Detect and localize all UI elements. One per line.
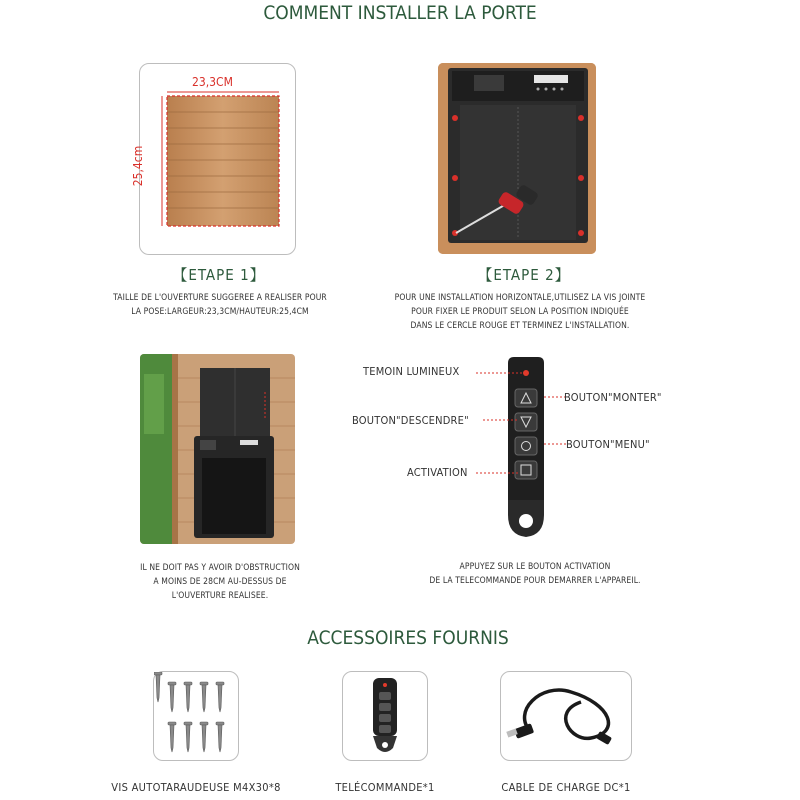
width-dimension-label: 23,3CM [192,75,233,89]
step3-caption-line: A MOINS DE 28CM AU-DESSUS DE [153,577,287,587]
remote-label-monter: BOUTON"MONTER" [564,391,662,404]
installed-door-illustration [140,354,295,544]
door-install-illustration [438,63,596,254]
accessory-label-remote: TELÉCOMMANDE*1 [335,781,435,794]
cable-frame [500,671,632,761]
step3-caption-line: IL NE DOIT PAS Y AVOIR D'OBSTRUCTION [140,563,300,573]
remote-caption-line: APPUYEZ SUR LE BOUTON ACTIVATION [459,562,611,572]
step1-caption-line: LA POSE:LARGEUR:23,3CM/HAUTEUR:25,4CM [131,307,309,317]
remote-label-descendre: BOUTON"DESCENDRE" [352,414,469,427]
accessory-label-screws: VIS AUTOTARAUDEUSE M4X30*8 [111,781,281,794]
accessory-label-cable: CABLE DE CHARGE DC*1 [501,781,631,794]
step1-frame [131,63,296,255]
step2-title: 【ETAPE 2】 [477,266,571,284]
step3-illustration [140,354,295,544]
step1-caption [80,291,360,319]
remote-accessory-frame [342,671,428,761]
step2-caption-line: DANS LE CERCLE ROUGE ET TERMINEZ L'INSTALLATION. [410,321,630,331]
page-title: COMMENT INSTALLER LA PORTE [263,2,537,24]
step3-caption-line: L'OUVERTURE REALISEE. [171,591,269,601]
small-remote-icon [343,672,427,760]
step2-caption-line: POUR FIXER LE PRODUIT SELON LA POSITION INDIQUÉE [411,307,629,317]
charging-cable-icon [501,672,631,760]
wood-opening-illustration [140,64,294,253]
remote-label-menu: BOUTON"MENU" [566,438,650,451]
accessories-heading: ACCESSOIRES FOURNIS [307,627,509,649]
remote-caption [400,560,670,588]
height-dimension-label: 25,4cm [131,145,146,187]
step2-caption-line: POUR UNE INSTALLATION HORIZONTALE,UTILISEZ LA VIS JOINTE [394,293,646,303]
remote-caption-line: DE LA TELECOMMANDE POUR DEMARRER L'APPAREIL. [429,576,641,586]
step2-caption [370,291,670,333]
remote-label-temoin: TEMOIN LUMINEUX [363,365,460,378]
step1-title: 【ETAPE 1】 [172,266,266,284]
remote-label-activation: ACTIVATION [407,466,468,479]
step1-caption-line: TAILLE DE L'OUVERTURE SUGGEREE A REALISER POUR [113,293,327,303]
step2-illustration [438,63,596,254]
screws-icon [154,672,238,760]
screws-frame [153,671,239,761]
step3-caption [110,561,330,603]
